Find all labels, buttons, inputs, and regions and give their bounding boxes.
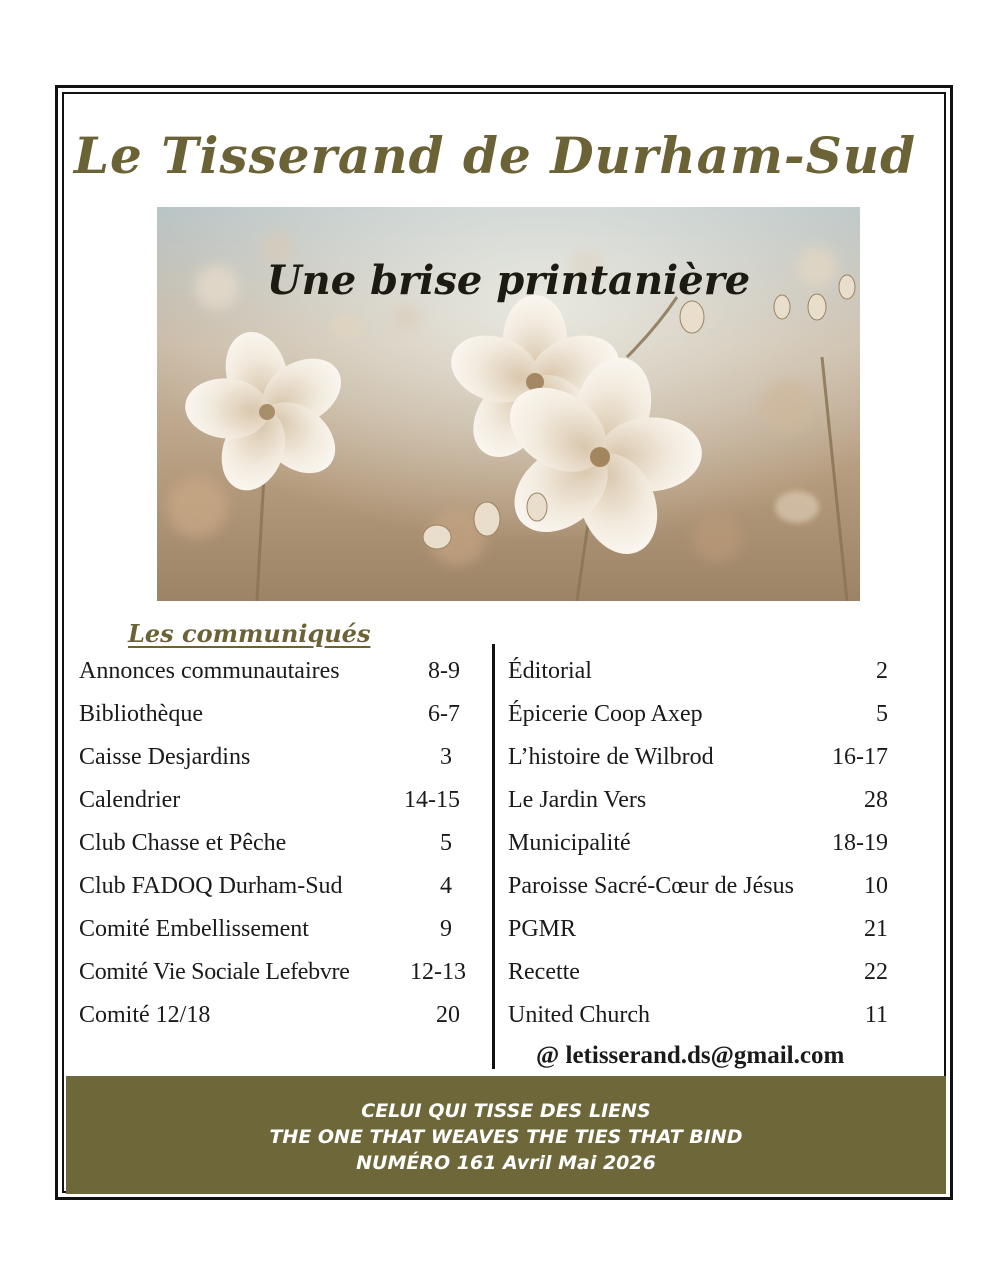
toc-entry-page: 6-7	[428, 701, 460, 727]
toc-entry	[508, 865, 888, 908]
toc-entry-page: 2	[876, 658, 888, 684]
toc-entry	[79, 693, 464, 736]
toc-entry-label: Calendrier	[79, 787, 181, 813]
toc-entry	[508, 736, 888, 779]
toc-entry-label: Bibliothèque	[79, 701, 203, 727]
toc-entry-label: Club Chasse et Pêche	[79, 830, 287, 856]
toc-entry	[79, 951, 464, 994]
toc-entry-label: Annonces communautaires	[79, 658, 340, 684]
toc-entry-label: Le Jardin Vers	[508, 787, 647, 813]
toc-entry-page: 14-15	[404, 787, 460, 813]
toc-entry	[508, 994, 888, 1037]
toc-entry-label: Comité Vie Sociale Lefebvre	[79, 959, 350, 985]
toc-entry-page: 3	[440, 744, 452, 770]
toc-entry-label: PGMR	[508, 916, 577, 942]
toc-entry-label: Comité 12/18	[79, 1002, 211, 1028]
toc-entry	[79, 779, 464, 822]
toc-entry	[508, 951, 888, 994]
contact-email[interactable]: @ letisserand.ds@gmail.com	[536, 1042, 845, 1069]
toc-entry-page: 18-19	[832, 830, 888, 856]
toc-left-column	[79, 650, 464, 1037]
toc-entry	[508, 779, 888, 822]
toc-entry-label: Paroisse Sacré-Cœur de Jésus	[508, 873, 794, 899]
toc-right-column	[508, 650, 888, 1037]
toc-entry	[79, 736, 464, 779]
toc-entry-label: Éditorial	[508, 658, 592, 684]
toc-entry	[79, 822, 464, 865]
newsletter-title: Le Tisserand de Durham-Sud	[73, 126, 917, 185]
toc-entry-page: 9	[440, 916, 452, 942]
toc-entry	[79, 865, 464, 908]
toc-entry-page: 16-17	[832, 744, 888, 770]
toc-entry-label: United Church	[508, 1002, 650, 1028]
toc-entry-label: Caisse Desjardins	[79, 744, 251, 770]
toc-entry-page: 28	[864, 787, 888, 813]
toc-entry-page: 10	[864, 873, 888, 899]
footer-motto-en: THE ONE THAT WEAVES THE TIES THAT BIND	[269, 1126, 743, 1148]
toc-entry-label: Municipalité	[508, 830, 631, 856]
toc-entry	[79, 994, 464, 1037]
toc-entry-page: 22	[864, 959, 888, 985]
footer-motto-fr: CELUI QUI TISSE DES LIENS	[361, 1100, 651, 1122]
toc-entry	[508, 650, 888, 693]
toc-entry-page: 12-13	[410, 959, 466, 985]
toc-entry	[508, 693, 888, 736]
toc-entry-label: Comité Embellissement	[79, 916, 309, 942]
toc-entry-page: 5	[876, 701, 888, 727]
toc-entry-page: 21	[864, 916, 888, 942]
footer-banner	[66, 1076, 946, 1194]
toc-entry	[508, 822, 888, 865]
toc-entry-label: L’histoire de Wilbrod	[508, 744, 714, 770]
toc-entry-page: 20	[436, 1002, 460, 1028]
toc-entry-label: Club FADOQ Durham-Sud	[79, 873, 343, 899]
toc-heading: Les communiqués	[128, 619, 371, 648]
cover-title: Une brise printanière	[266, 257, 751, 304]
toc-entry-page: 5	[440, 830, 452, 856]
toc-entry-label: Épicerie Coop Axep	[508, 701, 703, 727]
toc-entry-page: 11	[864, 1002, 888, 1028]
toc-entry-page: 4	[440, 873, 452, 899]
footer-issue: NUMÉRO 161 Avril Mai 2026	[356, 1152, 656, 1174]
toc-entry	[79, 650, 464, 693]
cover-image	[157, 207, 860, 601]
toc-entry-label: Recette	[508, 959, 580, 985]
toc-entry-page: 8-9	[428, 658, 460, 684]
column-divider	[492, 644, 495, 1069]
toc-entry	[79, 908, 464, 951]
toc-entry	[508, 908, 888, 951]
